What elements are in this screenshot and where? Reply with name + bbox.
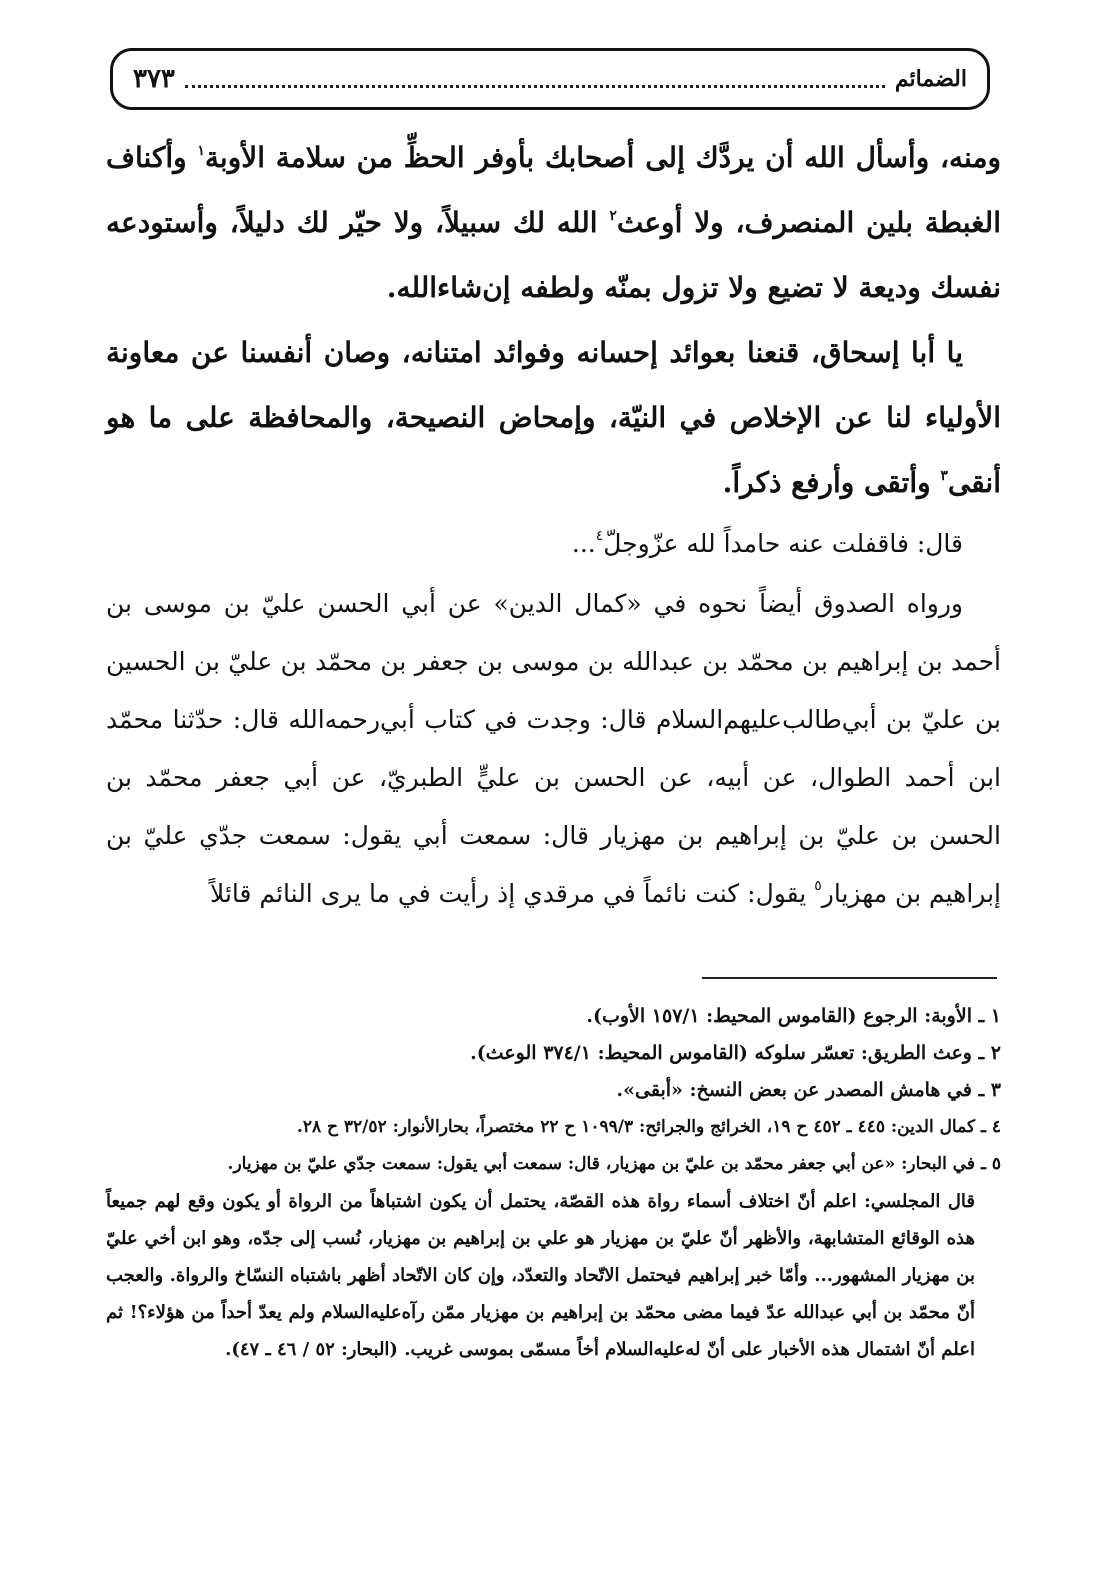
paragraph-3: قال: فاقفلت عنه حامداً لله عزّوجلّ$^٤$... (571, 528, 963, 558)
footnote-5: ٥ ـ في البحار: «عن أبي جعفر محمّد بن عليّ بن مهزيار، قال: سمعت أبي يقول: سمعت جدّي عليّ بن مهزيار. (227, 1154, 1001, 1174)
footnote-separator (702, 977, 997, 979)
footnote-ref-4: ٤ (595, 528, 604, 544)
paragraph-2: يا أبا إسحاق، قنعنا بعوائد إحسانه وفوائد امتنانه، وصان أنفسنا عن معاونة الأولياء لنا عن الإخلاص في النيّة، وإمحاض النصيحة، والمحافظة على ما هو أنقى$^٣$ وأتقى وأرفع ذكراً. (106, 336, 1001, 499)
paragraph-1: ومنه، وأسأل الله أن يردَّك إلى أصحابك بأوفر الحظِّ من سلامة الأوبة$^١$ وأكناف الغبطة بلين المنصرف، ولا أوعث$^٢$ الله لك سبيلاً، ولا حيّر لك دليلاً، وأستودعه نفسك وديعة لا تضيع ولا تزول بمنّه ولطفه إن‌شاءالله. (106, 141, 1001, 304)
footnote-ref-1: ١ (197, 143, 205, 159)
footnote-ref-3: ٣ (940, 468, 948, 484)
footnote-3: ٣ ـ في هامش المصدر عن بعض النسخ: «أبقى». (616, 1079, 1001, 1101)
footnote-2: ٢ ـ وعث الطريق: تعسّر سلوكه (القاموس المحيط: ٣٧٤/١ الوعث). (470, 1042, 1001, 1064)
running-header (110, 48, 990, 110)
page-number: ٣٧٣ (133, 64, 175, 94)
footnote-1: ١ ـ الأوبة: الرجوع (القاموس المحيط: ١٥٧/١ الأوب). (586, 1005, 1001, 1027)
chapter-title: الضمائم (894, 66, 967, 92)
footnote-4: ٤ ـ كمال الدين: ٤٤٥ ـ ٤٥٢ ح ١٩، الخرائج والجرائح: ١٠٩٩/٣ ح ٢٢ مختصراً، بحارالأنوار: ٣٢/٥٢ ح ٢٨. (296, 1117, 1001, 1137)
main-text (106, 125, 1001, 923)
footnotes (106, 998, 1001, 1368)
footnote-ref-2: ٢ (609, 208, 617, 224)
footnote-ref-5: ٥ (814, 878, 822, 894)
paragraph-4: ورواه الصدوق أيضاً نحوه في «كمال الدين» عن أبي الحسن عليّ بن موسى بن أحمد بن إبراهيم بن محمّد بن عبدالله بن موسى بن جعفر بن محمّد بن عليّ بن الحسين بن عليّ بن أبي‌طالب‌عليهم‌السلام قال: وجدت في كتاب أبي‌رحمه‌الله قال: حدّثنا محمّد ابن أحمد الطوال، عن أبيه، عن الحسن بن عليٍّ الطبريّ، عن أبي جعفر محمّد بن الحسن بن عليّ بن إبراهيم بن مهزيار قال: سمعت أبي يقول: سمعت جدّي عليّ بن إبراهيم بن مهزيار$^٥$ يقول: كنت نائماً في مرقدي إذ رأيت في ما يرى النائم قائلاً (106, 589, 1001, 908)
footnote-5-continuation: قال المجلسي: اعلم أنّ اختلاف أسماء رواة هذه القصّة، يحتمل أن يكون اشتباهاً من الرواة أو يكون وقع لهم جميعاً هذه الوقائع المتشابهة، والأظهر أنّ عليّ بن مهزيار هو علي بن إبراهيم بن مهزيار، نُسب إلى جدّه، وهو ابن أخي عليّ بن مهزيار المشهور... وأمّا خبر إبراهيم فيحتمل الاتّحاد والتعدّد، وإن كان الاتّحاد أظهر باشتباه النسّاخ والرواة. والعجب أنّ محمّد بن أبي عبدالله عدّ فيما مضى محمّد بن إبراهيم بن مهزيار ممّن رآه‌عليه‌السلام ولم يعدّ أحداً من هؤلاء؟! ثم اعلم أنّ اشتمال هذه الأخبار على أنّ له‌عليه‌السلام أخاً مسمّى بموسى غريب. (البحار: ٥٢ / ٤٦ ـ ٤٧). (106, 1191, 975, 1360)
header-leader-dots (185, 85, 885, 88)
